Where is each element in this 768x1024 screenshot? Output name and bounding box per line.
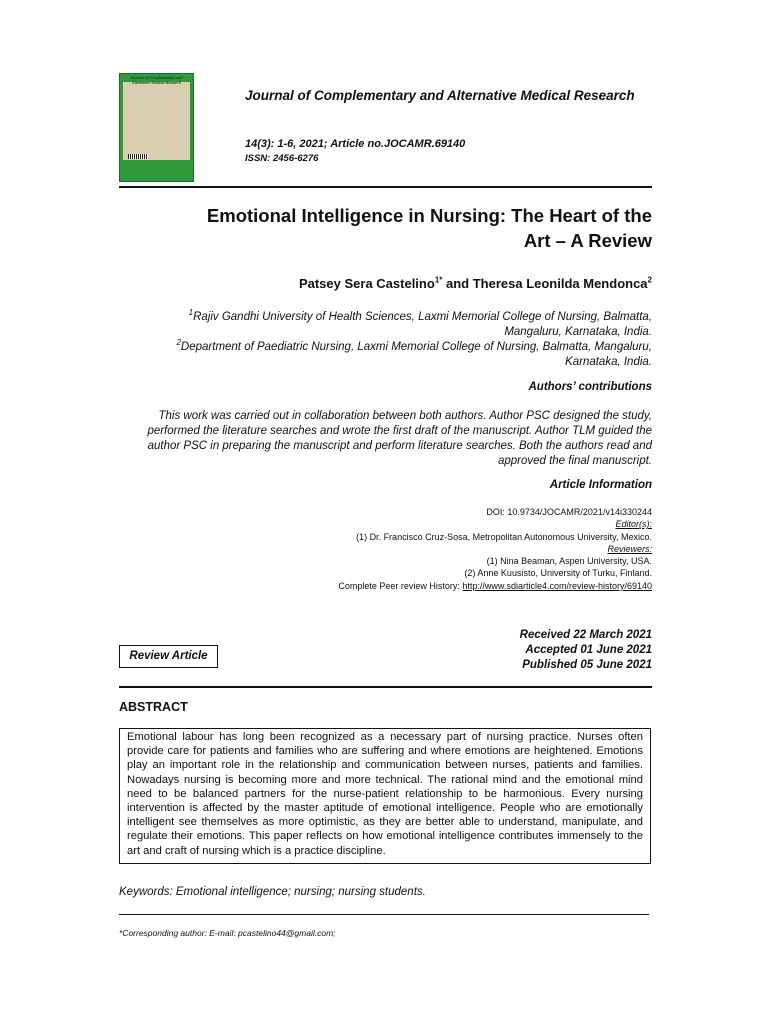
affiliation-sup: 1 (188, 308, 194, 318)
publication-dates (419, 628, 652, 673)
reviewers-label: Reviewers: (607, 543, 652, 554)
cover-title: Journal of Complementary and Alternative Medical Research (130, 75, 183, 85)
affiliation-line: Mangaluru, Karnataka, India. (504, 326, 652, 338)
corresponding-author: *Corresponding author: E-mail: pcastelino44@gmail.com; (119, 928, 336, 938)
keywords: Keywords: Emotional intelligence; nursing; nursing students. (119, 886, 426, 898)
peer-review-link[interactable]: http://www.sdiarticle4.com/review-history/69140 (462, 580, 652, 591)
contribution-line: performed the literature searches and wrote the first draft of the manuscript. Author TLM guided the (147, 425, 652, 437)
affiliation-line (119, 340, 652, 355)
peer-review-label: Complete Peer review History: (338, 580, 463, 591)
header-divider (119, 186, 652, 188)
published-date: Published 05 June 2021 (522, 659, 652, 671)
editor-label: Editor(s): (615, 519, 652, 530)
author-sup: 2 (647, 275, 652, 285)
article-type-badge: Review Article (119, 645, 218, 668)
accepted-date: Accepted 01 June 2021 (525, 644, 652, 656)
journal-cover-image (119, 73, 194, 182)
contribution-line: approved the final manuscript. (497, 455, 652, 467)
doi: DOI: 10.9734/JOCAMR/2021/v14i330244 (486, 507, 652, 517)
affiliation-line: Karnataka, India. (565, 356, 652, 368)
editor: (1) Dr. Francisco Cruz-Sosa, Metropolitan Autonomous University, Mexico. (356, 531, 652, 542)
barcode-icon (128, 154, 148, 159)
peer-review-history (119, 580, 652, 592)
title-line-1: Emotional Intelligence in Nursing: The Heart of the (206, 205, 652, 226)
contribution-line: This work was carried out in collaboration between both authors. Author PSC designed the study, (158, 410, 652, 422)
reviewer: (2) Anne Kuusisto, University of Turku, Finland. (464, 568, 652, 579)
abstract-divider (119, 686, 652, 688)
article-title (119, 203, 652, 253)
affiliation-text: Department of Paediatric Nursing, Laxmi Memorial College of Nursing, Balmatta, Mangaluru, (180, 341, 652, 353)
reviewer: (1) Nina Beaman, Aspen University, USA. (486, 556, 652, 567)
author-name: Patsey Sera Castelino (298, 276, 435, 291)
footnote-divider (119, 914, 649, 915)
title-line-2: Art – A Review (523, 230, 652, 251)
received-date: Received 22 March 2021 (519, 629, 652, 641)
affiliation-sup: 2 (176, 338, 181, 348)
author-sup: 1* (434, 275, 443, 285)
abstract-heading: ABSTRACT (119, 700, 188, 714)
affiliation-text: Rajiv Gandhi University of Health Sciences, Laxmi Memorial College of Nursing, Balmatta, (193, 311, 652, 323)
affiliation-line (119, 310, 652, 325)
journal-name: Journal of Complementary and Alternative Medical Research (245, 88, 635, 103)
contributions-heading: Authors’ contributions (528, 381, 652, 393)
contribution-line: author PSC in preparing the manuscript and perform literature searches. Both the authors read and (147, 440, 652, 452)
article-info (119, 506, 652, 592)
journal-volume: 14(3): 1-6, 2021; Article no.JOCAMR.69140 (245, 138, 466, 150)
author-name: Theresa Leonilda Mendonca (472, 276, 648, 291)
author-list (119, 276, 652, 291)
affiliations (119, 310, 652, 370)
abstract-box: Emotional labour has long been recognized as a necessary part of nursing practice. Nurses often provide care for patients and families who are suffering and where emotions are heightened. Emotions play an important role in the relationship and communication between nurses, patients and families. Nowadays nursing is becoming more and more technical. The rational mind and the emotional mind need to be balanced partners for the nurse-patient relationship to be harmonious. Every nursing intervention is affected by the master aptitude of emotional intelligence. People who are emotionally intelligent see themselves as more optimistic, as they are better able to understand, manipulate, and regulate their emotions. This paper reflects on how emotional intelligence contributes immensely to the art and craft of nursing which is a practice discipline. (119, 728, 651, 864)
article-info-heading: Article Information (549, 479, 652, 491)
author-joiner: and (442, 276, 473, 291)
journal-issn: ISSN: 2456-6276 (245, 153, 319, 164)
cover-panel (123, 82, 190, 160)
contributions-text (119, 409, 652, 469)
